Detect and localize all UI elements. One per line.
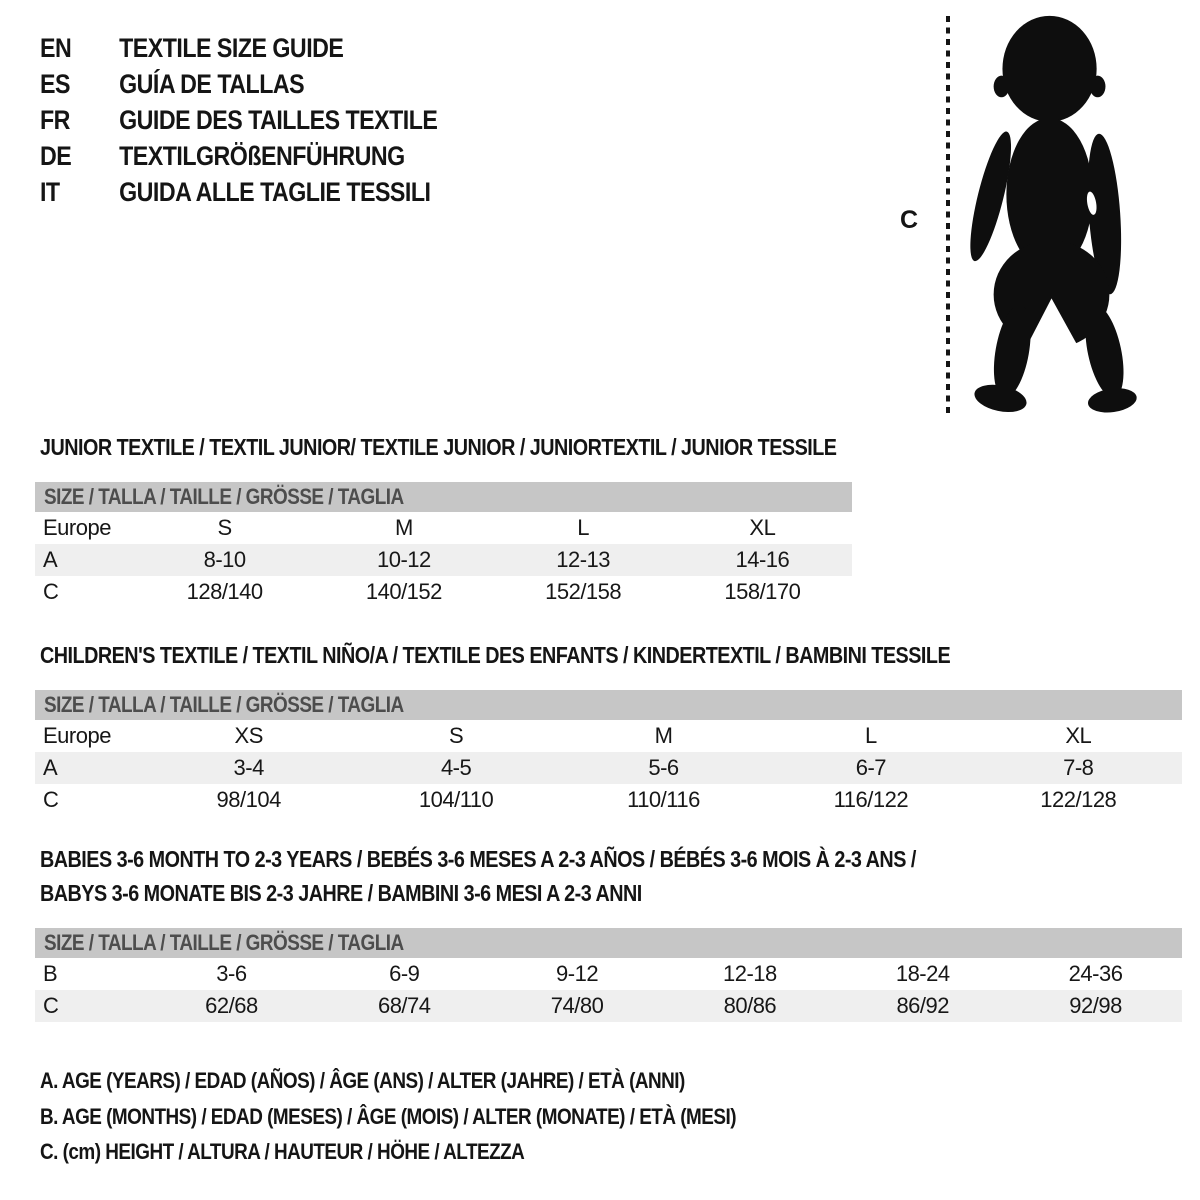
legend-age-years: A. AGE (YEARS) / EDAD (AÑOS) / ÂGE (ANS) / ALTER (JAHRE) / ETÀ (ANNI) — [40, 1068, 685, 1093]
height-dashed-line — [944, 16, 952, 418]
language-guide-title: TEXTILE SIZE GUIDE — [119, 32, 344, 63]
size-value-cell: 92/98 — [1069, 993, 1122, 1018]
language-title-list — [40, 30, 502, 210]
babies-size-table — [35, 928, 1182, 1022]
language-guide-title: TEXTILGRÖßENFÜHRUNG — [119, 140, 405, 171]
size-value-cell: 3-6 — [216, 961, 247, 986]
children-table-grid — [35, 720, 1182, 816]
babies-table-grid — [35, 958, 1182, 1022]
size-value-cell: 14-16 — [735, 547, 790, 572]
language-row-es — [40, 66, 437, 102]
size-value-cell: S — [448, 723, 464, 748]
table-row-age-years — [35, 752, 1182, 784]
size-value-cell: M — [394, 515, 413, 540]
junior-section-title: JUNIOR TEXTILE / TEXTIL JUNIOR/ TEXTILE JUNIOR / JUNIORTEXTIL / JUNIOR TESSILE — [40, 434, 837, 460]
size-value-cell: 80/86 — [723, 993, 777, 1018]
size-value-cell: 24-36 — [1068, 961, 1123, 986]
size-header-label: SIZE / TALLA / TAILLE / GRÖSSE / TAGLIA — [44, 930, 404, 955]
table-row-europe — [35, 512, 852, 544]
legend-height-cm: C. (cm) HEIGHT / ALTURA / HAUTEUR / HÖHE / ALTEZZA — [40, 1139, 525, 1164]
table-row-height-cm — [35, 990, 1182, 1022]
language-row-en — [40, 30, 437, 66]
language-row-fr — [40, 102, 437, 138]
size-value-cell: 62/68 — [205, 993, 258, 1018]
junior-table-grid — [35, 512, 852, 608]
size-header-label: SIZE / TALLA / TAILLE / GRÖSSE / TAGLIA — [44, 484, 404, 509]
row-label-cell: Europe — [43, 515, 111, 540]
size-value-cell: 158/170 — [724, 579, 801, 604]
size-value-cell: 122/128 — [1040, 787, 1117, 812]
size-value-cell: 9-12 — [556, 961, 599, 986]
size-header-label: SIZE / TALLA / TAILLE / GRÖSSE / TAGLIA — [44, 692, 404, 717]
language-row-it — [40, 174, 437, 210]
children-section-title: CHILDREN'S TEXTILE / TEXTIL NIÑO/A / TEXTILE DES ENFANTS / KINDERTEXTIL / BAMBINI TESSILE — [40, 642, 951, 668]
table-row-height-cm — [35, 784, 1182, 816]
size-value-cell: 86/92 — [896, 993, 949, 1018]
size-value-cell: 4-5 — [440, 755, 472, 780]
size-value-cell: 5-6 — [648, 755, 679, 780]
size-value-cell: 7-8 — [1063, 755, 1094, 780]
size-value-cell: 98/104 — [216, 787, 281, 812]
size-value-cell: 8-10 — [203, 547, 246, 572]
row-label-cell: A — [43, 547, 58, 572]
table-row-height-cm — [35, 576, 852, 608]
babies-section-title-line2: BABYS 3-6 MONATE BIS 2-3 JAHRE / BAMBINI 3-6 MESI A 2-3 ANNI — [40, 880, 642, 906]
size-value-cell: XS — [234, 723, 263, 748]
language-guide-title: GUIDE DES TAILLES TEXTILE — [119, 104, 438, 135]
babies-size-header-bar — [35, 928, 1182, 958]
size-value-cell: 110/116 — [627, 787, 700, 812]
height-measure-label: C — [900, 206, 919, 234]
size-value-cell: 74/80 — [550, 993, 604, 1018]
size-value-cell: L — [864, 723, 877, 748]
size-value-cell: 104/110 — [418, 787, 494, 812]
dashed-line-graphic — [944, 16, 952, 418]
children-size-header-bar — [35, 690, 1182, 720]
size-value-cell: 68/74 — [377, 993, 431, 1018]
size-value-cell: 6-7 — [855, 755, 887, 780]
size-value-cell: 152/158 — [545, 579, 622, 604]
size-value-cell: XL — [1065, 723, 1092, 748]
size-value-cell: 116/122 — [833, 787, 909, 812]
size-value-cell: XL — [749, 515, 776, 540]
row-label-cell: Europe — [43, 723, 111, 748]
row-label-cell: C — [43, 993, 59, 1018]
language-code: EN — [40, 32, 72, 63]
legend-age-months: B. AGE (MONTHS) / EDAD (MESES) / ÂGE (MOIS) / ALTER (MONATE) / ETÀ (MESI) — [40, 1104, 736, 1129]
table-row-age-months — [35, 958, 1182, 990]
size-value-cell: 140/152 — [365, 579, 442, 604]
size-value-cell: M — [654, 723, 673, 748]
language-code: DE — [40, 140, 72, 171]
junior-size-header-bar — [35, 482, 852, 512]
size-value-cell: S — [217, 515, 232, 540]
toddler-silhouette-image — [958, 8, 1146, 420]
size-value-cell: 6-9 — [389, 961, 420, 986]
language-guide-title: GUÍA DE TALLAS — [119, 68, 305, 99]
size-value-cell: 12-18 — [723, 961, 777, 986]
junior-size-table — [35, 482, 852, 608]
size-value-cell: L — [577, 515, 589, 540]
language-guide-title: GUIDA ALLE TAGLIE TESSILI — [119, 176, 431, 207]
row-label-cell: A — [43, 755, 58, 780]
size-value-cell: 10-12 — [376, 547, 431, 572]
children-size-table — [35, 690, 1182, 816]
table-row-europe — [35, 720, 1182, 752]
language-row-de — [40, 138, 437, 174]
size-value-cell: 18-24 — [895, 961, 950, 986]
language-code: ES — [40, 68, 70, 99]
size-value-cell: 128/140 — [186, 579, 263, 604]
row-label-cell: C — [43, 787, 59, 812]
row-label-cell: C — [43, 579, 59, 604]
language-code: IT — [40, 176, 60, 207]
size-value-cell: 12-13 — [556, 547, 611, 572]
row-label-cell: B — [43, 961, 58, 986]
size-value-cell: 3-4 — [233, 755, 264, 780]
table-row-age-years — [35, 544, 852, 576]
babies-section-title-line1: BABIES 3-6 MONTH TO 2-3 YEARS / BEBÉS 3-6 MESES A 2-3 AÑOS / BÉBÉS 3-6 MOIS À 2-3 ANS / — [40, 846, 916, 872]
language-code: FR — [40, 104, 70, 135]
